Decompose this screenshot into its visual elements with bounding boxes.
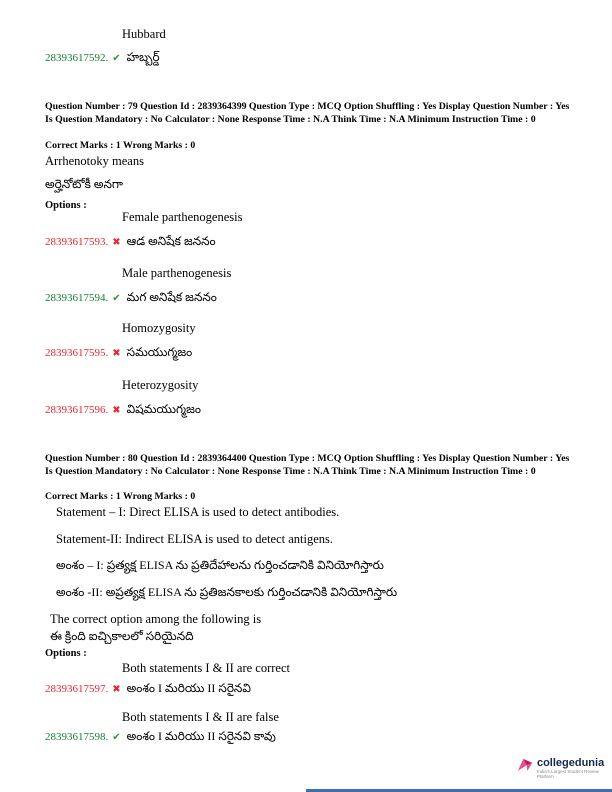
- question-79-meta: Question Number : 79 Question Id : 2839364399 Question Type : MCQ Option Shuffling : Yes Display Question Number : Yes Is Question Mandatory : No Calculator : None Response Time : N.A Think Time : N.A Minimum Instruction Time : 0: [45, 101, 570, 125]
- option-label-english: Both statements I & II are correct: [122, 661, 290, 675]
- option-text-telugu: అంశం I మరియు II సరైనవి కావు: [126, 729, 276, 743]
- correct-icon: ✔: [112, 293, 121, 304]
- statement-1-english: Statement – I: Direct ELISA is used to detect antibodies.: [56, 505, 340, 519]
- option-text-telugu: సమయుగ్మజం: [126, 345, 193, 359]
- option-row: [45, 729, 276, 746]
- option-label-english: Hubbard: [122, 27, 166, 41]
- collegedunia-bird-icon: [517, 757, 533, 772]
- wrong-icon: ✖: [112, 348, 121, 359]
- prompt-english: The correct option among the following is: [50, 612, 262, 626]
- collegedunia-tagline: India's Largest Student Review Platform: [536, 769, 599, 779]
- statement-2-telugu: అంశం -II: అప్రత్యక్ష ELISA ను ప్రతిజనకాలకు గుర్తించడానికి వినియోగిస్తారు: [56, 585, 398, 599]
- option-number: 28393617593.: [45, 236, 109, 248]
- correct-icon: ✔: [112, 53, 121, 64]
- option-number: 28393617597.: [45, 683, 109, 695]
- collegedunia-brand-text: collegedunia: [536, 757, 605, 769]
- option-row: [45, 290, 217, 307]
- option-number: 28393617596.: [45, 404, 109, 416]
- option-text-telugu: హబ్బర్డ్: [126, 50, 160, 64]
- option-label-english: Homozygosity: [122, 321, 196, 335]
- wrong-icon: ✖: [112, 684, 121, 695]
- question-80-options-label: Options :: [45, 648, 87, 659]
- option-text-telugu: ఆడ అనిషేక జననం: [126, 234, 216, 248]
- option-number: 28393617595.: [45, 347, 109, 359]
- collegedunia-logo-text: [537, 757, 612, 779]
- option-row: [45, 345, 192, 362]
- answer-number: 28393617592.: [45, 52, 109, 64]
- collegedunia-logo: [517, 757, 612, 779]
- correct-icon: ✔: [112, 732, 121, 743]
- option-number: 28393617594.: [45, 292, 109, 304]
- question-80-marks: Correct Marks : 1 Wrong Marks : 0: [45, 491, 196, 502]
- question-79-marks: Correct Marks : 1 Wrong Marks : 0: [45, 140, 196, 151]
- question-79-text-telugu: అర్హెనోటోకీ అనగా: [45, 177, 123, 191]
- wrong-icon: ✖: [112, 405, 121, 416]
- option-row: [45, 402, 201, 419]
- option-number: 28393617598.: [45, 731, 109, 743]
- option-text-telugu: మగ అనిషేక జననం: [126, 290, 217, 304]
- option-row: [45, 234, 216, 251]
- option-label-english: Heterozygosity: [122, 378, 199, 392]
- statement-1-telugu: అంశం – I: ప్రత్యక్ష ELISA ను ప్రతిదేహాలను గుర్తించడానికి వినియోగిస్తారు: [56, 558, 384, 572]
- option-text-telugu: విషమయుగ్మజం: [126, 402, 201, 416]
- option-text-telugu: అంశం I మరియు II సరైనవి: [126, 681, 251, 695]
- option-label-english: Female parthenogenesis: [122, 210, 243, 224]
- question-80-meta: Question Number : 80 Question Id : 2839364400 Question Type : MCQ Option Shuffling : Yes Display Question Number : Yes Is Question Mandatory : No Calculator : None Response Time : N.A Think Time : N.A Minimum Instruction Time : 0: [45, 453, 570, 477]
- statement-2-english: Statement-II: Indirect ELISA is used to detect antigens.: [56, 532, 334, 546]
- prompt-telugu: ఈ క్రింది ఐచ్చికాలలో సరియైనది: [50, 629, 194, 643]
- option-label-english: Male parthenogenesis: [122, 266, 232, 280]
- question-79-text-english: Arrhenotoky means: [45, 154, 144, 168]
- option-row: [45, 681, 251, 698]
- option-label-english: Both statements I & II are false: [122, 710, 279, 724]
- answer-row: [45, 50, 160, 67]
- wrong-icon: ✖: [112, 237, 121, 248]
- question-79-options-label: Options :: [45, 200, 87, 211]
